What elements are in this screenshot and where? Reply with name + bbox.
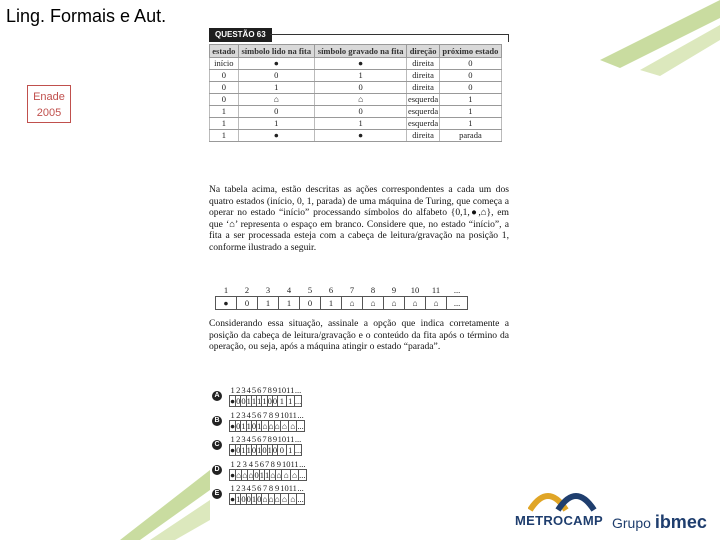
tape-cell: 0	[237, 297, 258, 310]
question-rule	[270, 34, 508, 35]
tape-cell: ...	[294, 396, 302, 406]
tape-position: 7	[262, 385, 267, 395]
tape-cell: ●	[230, 445, 236, 455]
tape-cell: 1	[262, 396, 267, 406]
table-cell: 0	[439, 58, 501, 70]
tape-cell: ⌂	[276, 469, 282, 480]
tape-cell: ⌂	[384, 297, 405, 310]
tape-cell: ⌂	[242, 469, 248, 480]
tape-cell: 1	[251, 494, 257, 504]
tape-cell: 0	[251, 445, 257, 455]
table-cell: 0	[314, 106, 407, 118]
table-cell: 1	[210, 106, 239, 118]
table-row	[210, 118, 502, 130]
tape-cell: 1	[251, 396, 257, 406]
tape-position: 9	[275, 483, 280, 493]
tape-position: 1	[223, 285, 229, 295]
tape-position: 2	[236, 434, 241, 444]
tape-cell: 1	[246, 420, 251, 431]
tape-position: 6	[257, 483, 262, 493]
badge-line-1: Enade	[33, 91, 65, 103]
option-tape	[229, 410, 305, 432]
tape-cell: 1	[321, 297, 342, 310]
tape-position: ...	[299, 458, 306, 469]
tape-position: 7	[349, 285, 355, 295]
question-rule-end	[508, 34, 509, 42]
table-row	[210, 82, 502, 94]
tape-cell: 1	[259, 469, 264, 480]
transition-table-body	[210, 58, 502, 142]
tape-position: 6	[328, 285, 334, 295]
tape-position: 11	[286, 385, 295, 395]
tape-cell-row	[230, 420, 305, 431]
tape-cell: 0	[246, 494, 251, 504]
tape-position: 6	[259, 458, 264, 469]
decorative-wave-shape	[120, 440, 210, 540]
tape-position: 4	[246, 434, 251, 444]
tape-cell: ⌂	[274, 494, 280, 504]
table-cell: parada	[439, 130, 501, 142]
tape-position: 7	[262, 409, 268, 420]
tape-cell: 1	[288, 396, 293, 406]
tape-cell: ...	[297, 494, 304, 504]
tape-cell: 1	[257, 420, 262, 431]
tape-position: 4	[248, 458, 254, 469]
table-cell: direita	[407, 130, 439, 142]
tape-position: 8	[267, 385, 272, 395]
tape-cell: 0	[251, 420, 257, 431]
table-cell: 0	[238, 106, 314, 118]
tape-cell: ⌂	[270, 469, 276, 480]
tape-position: 9	[391, 285, 397, 295]
metrocamp-logo-icon	[528, 482, 598, 512]
tape-position: 10	[410, 285, 420, 295]
tape-cell: 1	[236, 494, 241, 504]
table-header: próximo estado	[439, 45, 501, 58]
tape-position: 3	[242, 458, 247, 469]
table-cell: ⌂	[238, 94, 314, 106]
tape-position: 8	[270, 458, 275, 469]
tape-position: ...	[294, 434, 302, 444]
tape-position: 5	[254, 458, 259, 469]
tape-position-row	[230, 385, 302, 396]
tape-position: 1	[230, 458, 235, 469]
ibmec-name: ibmec	[654, 512, 707, 532]
tape-cell: ⌂	[290, 494, 296, 504]
table-header: símbolo lido na fita	[238, 45, 314, 58]
table-cell: 1	[439, 106, 501, 118]
grupo-ibmec-logo	[612, 512, 707, 533]
tape-cell-row	[230, 445, 302, 456]
tape-position: 11	[288, 409, 297, 420]
tape-cell: 0	[272, 396, 278, 406]
option-tape	[229, 434, 302, 456]
tape-position: 4	[246, 385, 251, 395]
table-cell: 0	[210, 82, 239, 94]
tape-position: 8	[370, 285, 376, 295]
table-header: símbolo gravado na fita	[314, 45, 407, 58]
tape-cell: ⌂	[363, 297, 384, 310]
tape-position: 9	[272, 385, 278, 395]
tape-cell: 1	[258, 297, 279, 310]
tape-position: 6	[257, 409, 262, 420]
tape-position-row	[230, 483, 305, 494]
tape-cell: ⌂	[281, 420, 288, 431]
metrocamp-logo-text: METROCAMP	[515, 513, 603, 528]
tape-cell: ●	[230, 396, 236, 406]
tape-cell: ⌂	[248, 469, 254, 480]
tape-cell: 0	[262, 445, 267, 455]
tape-position: ...	[453, 285, 461, 295]
tape-cell: ⌂	[262, 494, 268, 504]
tape-position: 4	[286, 285, 292, 295]
table-cell: 0	[238, 70, 314, 82]
tape-position: 2	[244, 285, 250, 295]
tape-position: ...	[297, 483, 304, 493]
tape-position: 5	[251, 385, 257, 395]
grupo-prefix: Grupo	[612, 515, 655, 531]
table-cell: 0	[439, 82, 501, 94]
table-cell: ●	[238, 58, 314, 70]
table-cell: 0	[210, 94, 239, 106]
option-tape	[229, 483, 305, 505]
table-cell: 1	[439, 118, 501, 130]
tape-position: 8	[268, 483, 274, 493]
table-cell: ●	[314, 58, 407, 70]
table-cell: 0	[210, 70, 239, 82]
tape-position-row	[230, 459, 307, 470]
tape-position: 3	[265, 285, 271, 295]
tape-cell: 0	[254, 469, 259, 480]
tape-cell: ⌂	[426, 297, 447, 310]
tape-position: 7	[262, 483, 268, 493]
tape-cell: ⌂	[342, 297, 363, 310]
tape-cell: 0	[267, 396, 272, 406]
table-header: direção	[407, 45, 439, 58]
tape-cell: ⌂	[283, 469, 289, 480]
tape-cell: ⌂	[268, 420, 274, 431]
tape-cell: 1	[279, 297, 300, 310]
tape-position: 1	[230, 434, 235, 444]
table-row	[210, 130, 502, 142]
tape-cell: 1	[241, 445, 246, 455]
tape-position: 11	[288, 483, 297, 493]
table-cell: início	[210, 58, 239, 70]
tape-cell: ⌂	[291, 469, 298, 480]
table-row	[210, 106, 502, 118]
tape-cell: 1	[241, 420, 246, 431]
slide-title: Ling. Formais e Aut.	[6, 6, 167, 26]
tape-cell: 0	[236, 445, 241, 455]
tape-cell-row	[230, 469, 307, 480]
tape-position: 2	[236, 409, 241, 420]
tape-position: 2	[236, 385, 241, 395]
tape-position: 1	[230, 409, 235, 420]
tape-cell: 0	[257, 494, 262, 504]
tape-cell: 0	[236, 396, 241, 406]
tape-position-row	[216, 284, 468, 297]
table-cell: 1	[238, 82, 314, 94]
question-paragraph-1: Na tabela acima, estão descritas as ações correspondentes a cada um dos quatro estados (início, 0, 1, parada) de uma máquina de Turing, que começa a operar no estado “início” processando símbolos do alfabeto {0,1,●,⌂}, em que ‘⌂’ representa o espaço em branco. Considere que, no estado “início”, a fita a ser processada esteja com a cabeça de leitura/gravação na posição 1, conforme ilustrado a seguir.	[209, 184, 509, 253]
tape-cell: 0	[300, 297, 321, 310]
table-cell: direita	[407, 58, 439, 70]
tape-cell: ...	[299, 469, 306, 480]
table-cell: ⌂	[314, 94, 407, 106]
tape-cell: 0	[241, 494, 246, 504]
initial-tape	[215, 284, 468, 310]
tape-position: 2	[236, 483, 241, 493]
table-cell: 1	[210, 130, 239, 142]
option-letter-badge: A	[212, 391, 222, 401]
badge-line-2: 2005	[36, 107, 62, 119]
tape-cell: 1	[257, 396, 262, 406]
table-cell: 1	[314, 118, 407, 130]
tape-cell: 0	[272, 445, 278, 455]
tape-cell: ⌂	[274, 420, 280, 431]
tape-cell: 1	[267, 445, 272, 455]
table-cell: 0	[314, 82, 407, 94]
table-row	[210, 94, 502, 106]
tape-cell: 1	[246, 445, 251, 455]
tape-position: 5	[251, 434, 257, 444]
tape-position: 1	[230, 385, 235, 395]
tape-position: 3	[241, 483, 246, 493]
tape-cell: 1	[246, 396, 251, 406]
tape-position: 4	[246, 483, 251, 493]
tape-cell: 0	[236, 420, 241, 431]
tape-position: 10	[277, 434, 287, 444]
table-cell: ●	[314, 130, 407, 142]
tape-position: 5	[251, 483, 257, 493]
table-cell: 1	[314, 70, 407, 82]
tape-cell: ...	[447, 297, 468, 310]
tape-cell: 0	[241, 396, 246, 406]
option-letter-badge: C	[212, 440, 222, 450]
tape-position: 8	[267, 434, 272, 444]
option-tape	[229, 385, 302, 407]
tape-cell: ⌂	[281, 494, 288, 504]
table-cell: 1	[210, 118, 239, 130]
table-cell: esquerda	[407, 106, 439, 116]
question-label: QUESTÃO 63	[209, 28, 272, 42]
tape-position: 9	[272, 434, 278, 444]
decorative-corner-shape	[580, 0, 720, 80]
tape-position: 11	[290, 458, 299, 469]
tape-cell: ●	[230, 469, 236, 480]
tape-position: 10	[280, 409, 289, 420]
table-cell: 0	[439, 70, 501, 82]
tape-position: 9	[276, 458, 281, 469]
tape-cell: ●	[216, 297, 237, 310]
table-cell: ●	[238, 130, 314, 142]
tape-cell: ●	[230, 494, 236, 504]
table-row	[210, 70, 502, 82]
tape-cell-row	[216, 297, 468, 310]
tape-position: 3	[241, 385, 246, 395]
tape-cell: ⌂	[268, 494, 274, 504]
question-paragraph-2: Considerando essa situação, assinale a opção que indica corretamente a posição da cabeça de leitura/gravação e o conteúdo da fita após o término da operação, ou seja, após a máquina atingir o estado “parada”.	[209, 318, 509, 353]
transition-table	[209, 44, 502, 142]
tape-position: 11	[286, 434, 295, 444]
tape-position: 8	[268, 409, 274, 420]
tape-position: 5	[307, 285, 313, 295]
tape-position: 11	[431, 285, 441, 295]
option-letter-badge: D	[212, 465, 222, 475]
tape-position-row	[230, 410, 305, 421]
option-tape	[229, 459, 307, 481]
tape-position: 9	[275, 409, 280, 420]
tape-cell: ⌂	[236, 469, 242, 480]
tape-cell-row	[230, 494, 305, 505]
tape-cell: ⌂	[405, 297, 426, 310]
tape-position: 6	[257, 385, 262, 395]
tape-position: 5	[251, 409, 257, 420]
tape-position: 10	[280, 483, 289, 493]
tape-cell: 1	[257, 445, 262, 455]
option-letter-badge: B	[212, 416, 222, 426]
table-cell: direita	[407, 82, 439, 94]
tape-cell: 1	[278, 396, 287, 407]
tape-position: 4	[246, 409, 251, 420]
tape-position: 2	[236, 458, 241, 469]
table-cell: 1	[439, 94, 501, 106]
tape-cell: ⌂	[262, 420, 268, 431]
table-row	[210, 58, 502, 70]
tape-cell: ●	[230, 420, 236, 431]
tape-position-row	[230, 434, 302, 445]
option-letter-badge: E	[212, 489, 222, 499]
tape-cell: 0	[278, 445, 287, 456]
tape-position: 3	[241, 434, 246, 444]
tape-position: ...	[294, 385, 302, 395]
enade-badge	[27, 85, 71, 123]
tape-position: 7	[262, 434, 267, 444]
table-cell: esquerda	[407, 118, 439, 128]
tape-cell-row	[230, 396, 302, 407]
tape-position: 6	[257, 434, 262, 444]
tape-position: 7	[264, 458, 270, 469]
tape-cell: ⌂	[290, 420, 296, 431]
tape-cell: 1	[264, 469, 270, 480]
table-cell: direita	[407, 70, 439, 82]
tape-position: ...	[297, 409, 304, 420]
table-cell: 1	[238, 118, 314, 130]
table-header: estado	[210, 45, 239, 58]
tape-position: 10	[277, 385, 287, 395]
tape-position: 1	[230, 483, 235, 493]
tape-cell: ...	[297, 420, 304, 431]
tape-cell: 1	[288, 445, 293, 455]
tape-cell: ...	[294, 445, 302, 455]
tape-position: 10	[281, 458, 291, 469]
table-cell: esquerda	[407, 94, 439, 104]
tape-position: 3	[241, 409, 246, 420]
